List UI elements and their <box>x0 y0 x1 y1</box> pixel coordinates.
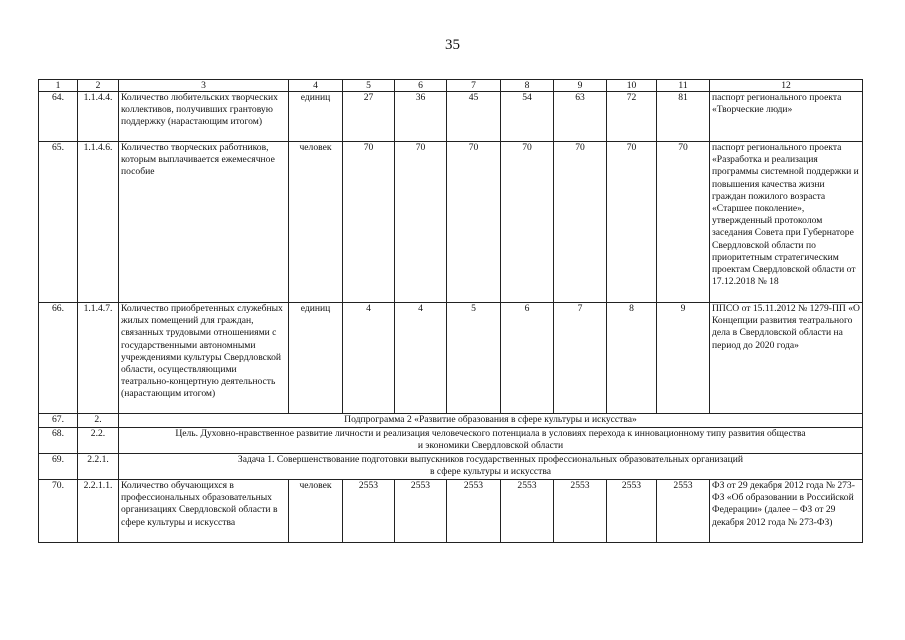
header-cell: 11 <box>657 80 710 92</box>
page-number: 35 <box>445 37 460 53</box>
value-cell: 27 <box>343 92 395 142</box>
table-row <box>39 142 863 303</box>
value-cell: 2553 <box>447 480 501 543</box>
row-number: 65. <box>39 142 78 303</box>
header-cell: 10 <box>607 80 657 92</box>
row-code: 2.2.1.1. <box>78 480 119 543</box>
indicators-table <box>38 79 863 543</box>
value-cell: 54 <box>501 92 554 142</box>
row-number: 70. <box>39 480 78 543</box>
unit: единиц <box>289 92 343 142</box>
value-cell: 36 <box>395 92 447 142</box>
value-cell: 45 <box>447 92 501 142</box>
value-cell: 70 <box>554 142 607 303</box>
value-cell: 6 <box>501 303 554 414</box>
column-number-row <box>39 80 863 92</box>
value-cell: 9 <box>657 303 710 414</box>
value-cell: 2553 <box>607 480 657 543</box>
header-cell: 3 <box>119 80 289 92</box>
value-cell: 2553 <box>501 480 554 543</box>
row-code: 1.1.4.4. <box>78 92 119 142</box>
value-cell: 4 <box>343 303 395 414</box>
table-row <box>39 454 863 480</box>
header-cell: 2 <box>78 80 119 92</box>
value-cell: 7 <box>554 303 607 414</box>
table-row <box>39 92 863 142</box>
header-cell: 4 <box>289 80 343 92</box>
value-cell: 2553 <box>554 480 607 543</box>
indicator-name: Количество обучающихся в профессиональных образовательных организациях Свердловской области в сфере культуры и искусства <box>119 480 289 543</box>
row-code: 2. <box>78 414 119 428</box>
row-number: 69. <box>39 454 78 480</box>
header-cell: 6 <box>395 80 447 92</box>
row-number: 66. <box>39 303 78 414</box>
value-cell: 70 <box>395 142 447 303</box>
table-row <box>39 480 863 543</box>
task-text <box>119 454 863 480</box>
goal-text-line: Цель. Духовно-нравственное развитие личности и реализация человеческого потенциала в условиях перехода к инновационному типу развития общества <box>175 428 806 439</box>
source-document: паспорт регионального проекта «Творческие люди» <box>710 92 863 142</box>
unit: человек <box>289 142 343 303</box>
value-cell: 2553 <box>657 480 710 543</box>
value-cell: 2553 <box>343 480 395 543</box>
value-cell: 63 <box>554 92 607 142</box>
row-code: 2.2. <box>78 428 119 454</box>
header-cell: 7 <box>447 80 501 92</box>
value-cell: 4 <box>395 303 447 414</box>
row-number: 64. <box>39 92 78 142</box>
value-cell: 8 <box>607 303 657 414</box>
value-cell: 81 <box>657 92 710 142</box>
table-row <box>39 414 863 428</box>
value-cell: 70 <box>343 142 395 303</box>
table-row <box>39 428 863 454</box>
value-cell: 70 <box>501 142 554 303</box>
source-document: ФЗ от 29 декабря 2012 года № 273-ФЗ «Об образовании в Российской Федерации» (далее – ФЗ от 29 декабря 2012 года № 273-ФЗ) <box>710 480 863 543</box>
header-cell: 1 <box>39 80 78 92</box>
header-cell: 8 <box>501 80 554 92</box>
indicator-name: Количество приобретенных служебных жилых помещений для граждан, связанных трудовыми отношениями с государственными автономными учреждениями культуры Свердловской области, осуществляющими театрально-концертную деятельность (нарастающим итогом) <box>119 303 289 414</box>
header-cell: 9 <box>554 80 607 92</box>
header-cell: 5 <box>343 80 395 92</box>
value-cell: 70 <box>657 142 710 303</box>
row-code: 1.1.4.7. <box>78 303 119 414</box>
table-row <box>39 303 863 414</box>
row-number: 68. <box>39 428 78 454</box>
indicator-name: Количество любительских творческих коллективов, получивших грантовую поддержку (нарастающим итогом) <box>119 92 289 142</box>
row-code: 2.2.1. <box>78 454 119 480</box>
unit: человек <box>289 480 343 543</box>
value-cell: 70 <box>607 142 657 303</box>
goal-text-line: и экономики Свердловской области <box>417 440 564 452</box>
value-cell: 2553 <box>395 480 447 543</box>
unit: единиц <box>289 303 343 414</box>
indicator-name: Количество творческих работников, которым выплачивается ежемесячное пособие <box>119 142 289 303</box>
subprogram-title: Подпрограмма 2 «Развитие образования в сфере культуры и искусства» <box>119 414 863 428</box>
row-number: 67. <box>39 414 78 428</box>
value-cell: 72 <box>607 92 657 142</box>
task-text-line: Задача 1. Совершенствование подготовки выпускников государственных профессиональных образовательных организаций <box>237 454 744 465</box>
value-cell: 70 <box>447 142 501 303</box>
source-document: ППСО от 15.11.2012 № 1279-ПП «О Концепции развития театрального дела в Свердловской области на период до 2020 года» <box>710 303 863 414</box>
value-cell: 5 <box>447 303 501 414</box>
header-cell: 12 <box>710 80 863 92</box>
goal-text <box>119 428 863 454</box>
source-document: паспорт регионального проекта «Разработка и реализация программы системной поддержки и повышения качества жизни граждан пожилого возраста «Старшее поколение», утвержденный протоколом заседания Совета при Губернаторе Свердловской области по приоритетным стратегическим проектам Свердловской области от 17.12.2018 № 18 <box>710 142 863 303</box>
row-code: 1.1.4.6. <box>78 142 119 303</box>
task-text-line: в сфере культуры и искусства <box>429 466 552 478</box>
